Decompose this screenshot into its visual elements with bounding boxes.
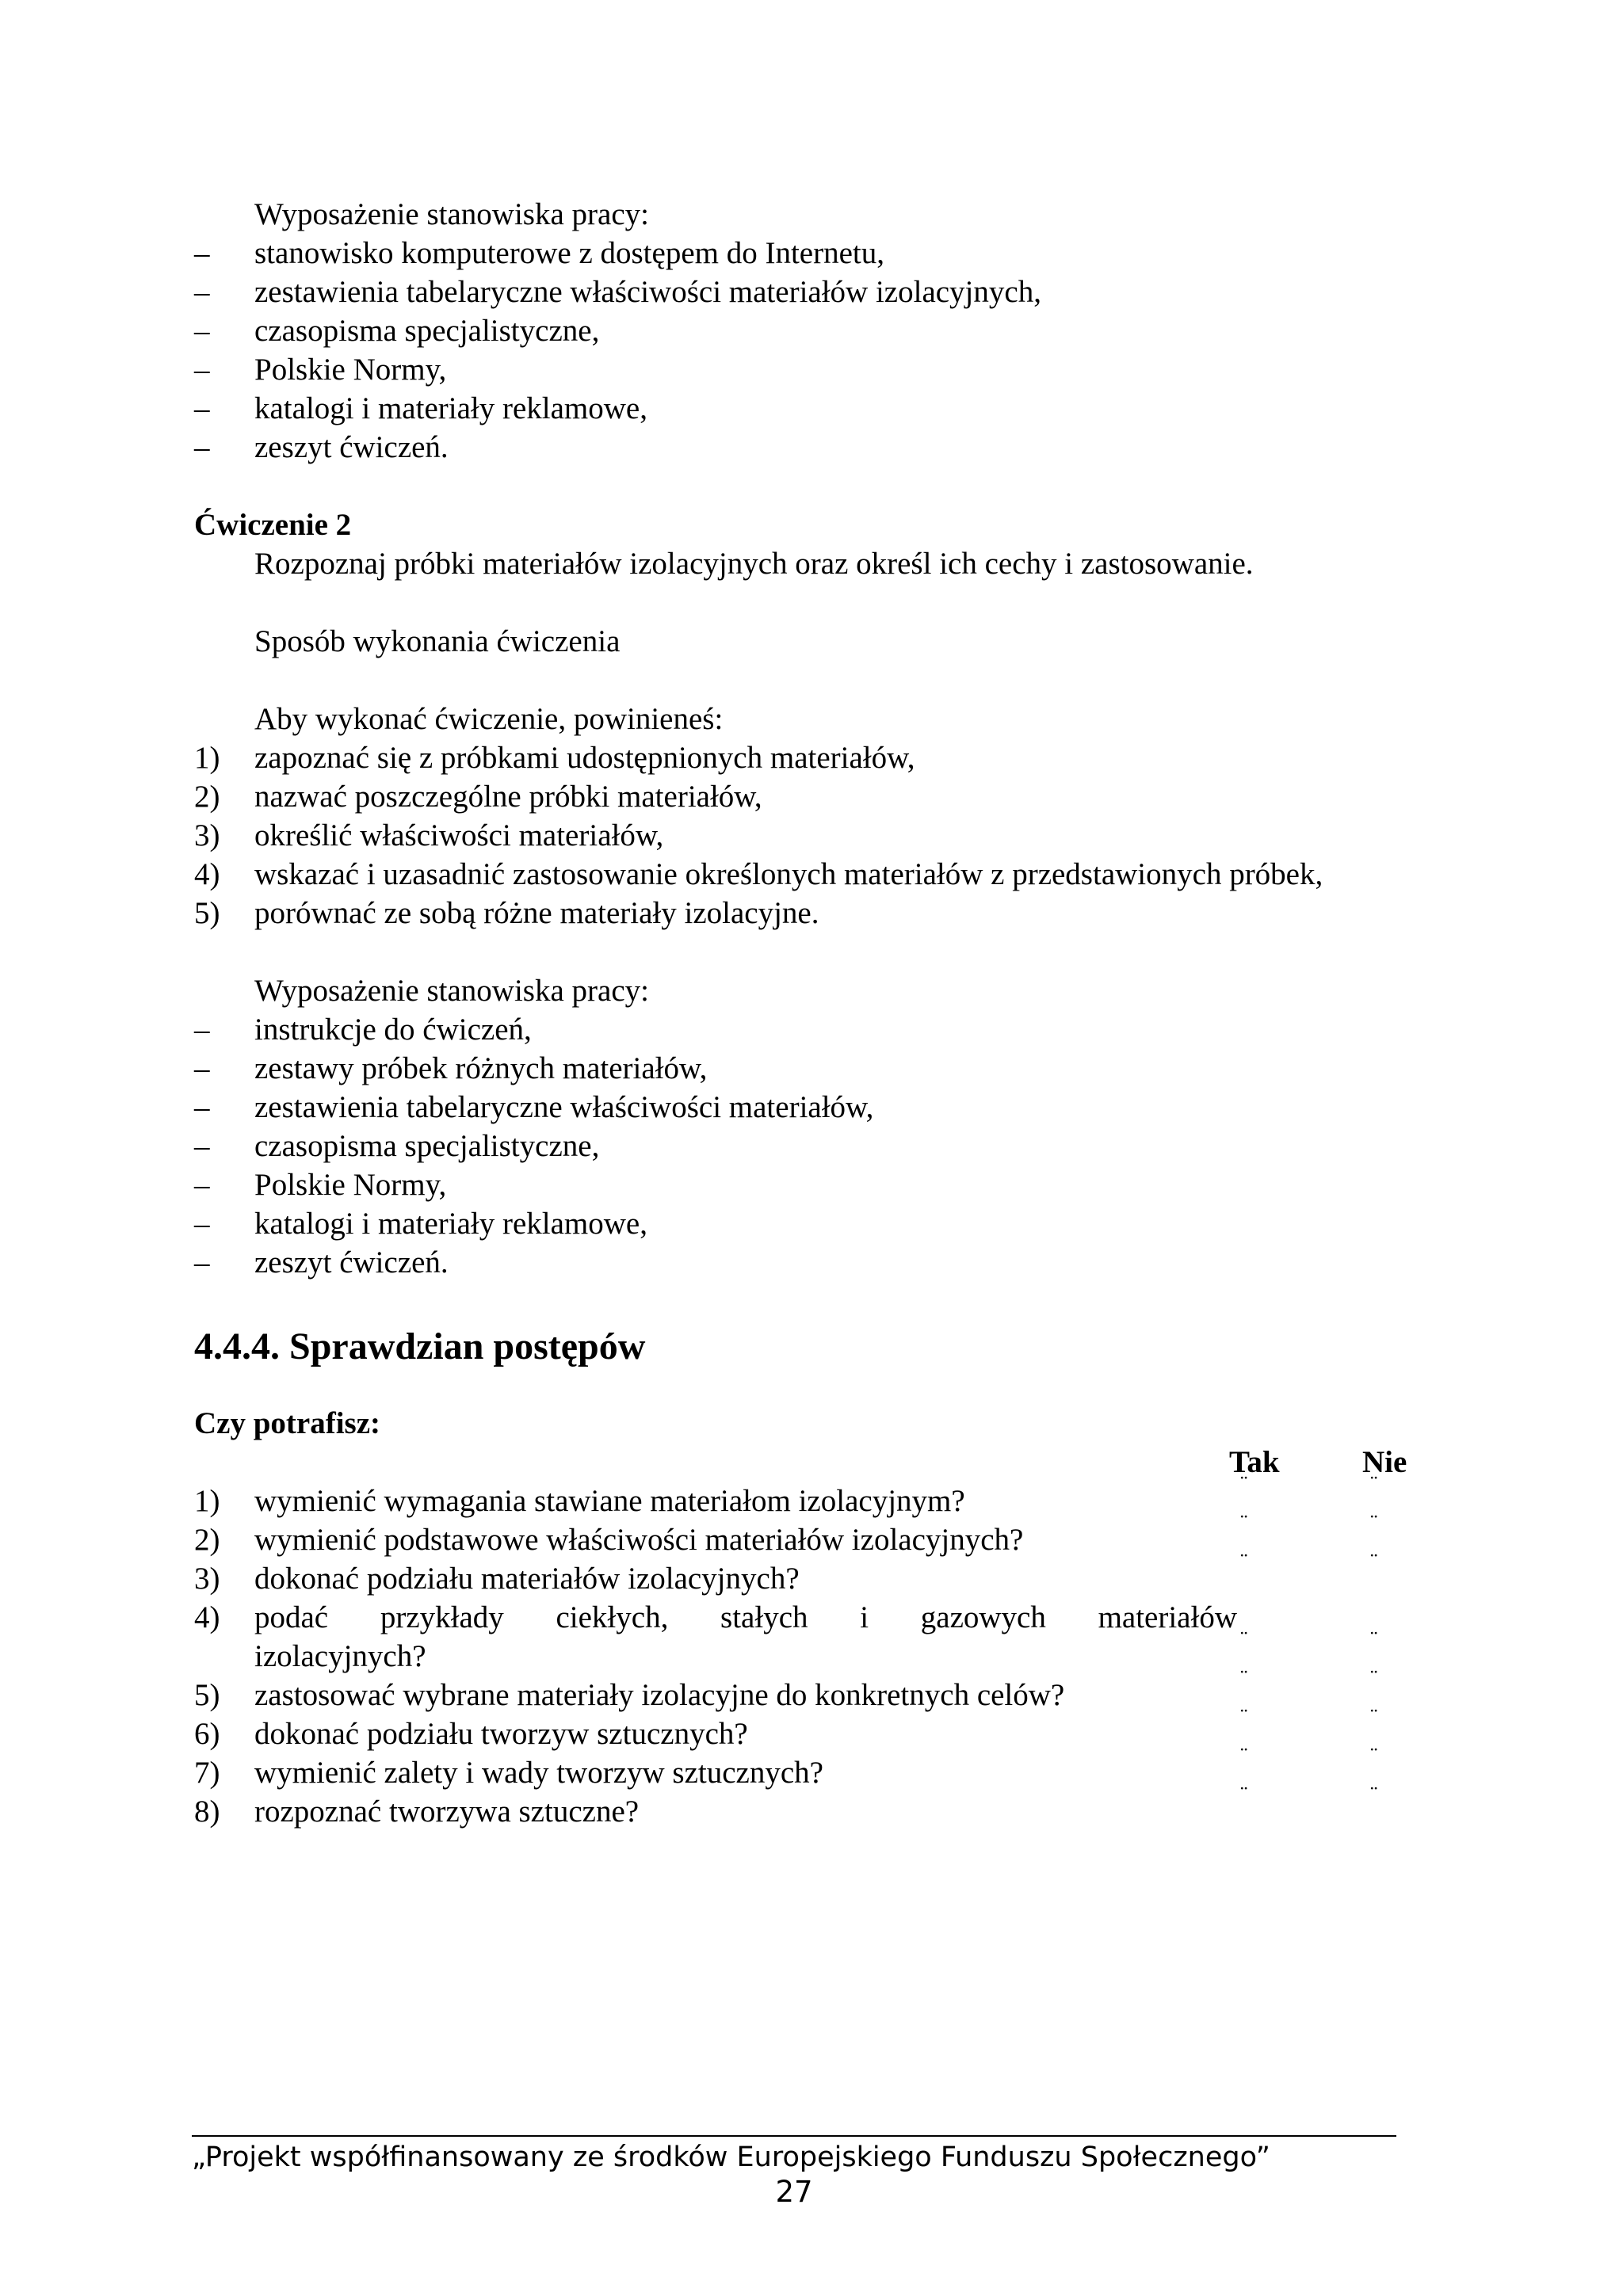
- question-row: [194, 1744, 1399, 1792]
- question-line: wymienić podstawowe właściwości materiałów izolacyjnych?: [254, 1523, 1024, 1557]
- footer-text: „Projekt współfinansowany ze środków Europejskiego Funduszu Społecznego”: [192, 2142, 1270, 2173]
- list-marker: –: [194, 1013, 210, 1047]
- list-marker: –: [194, 1168, 210, 1202]
- list-marker: –: [194, 236, 210, 270]
- question-line: dokonać podziału tworzyw sztucznych?: [254, 1717, 748, 1751]
- question-line: rozpoznać tworzywa sztuczne?: [254, 1794, 640, 1829]
- checkbox-no[interactable]: ¨: [1370, 1627, 1380, 1652]
- checkbox-no[interactable]: ¨: [1370, 1705, 1380, 1730]
- checkbox-yes[interactable]: ¨: [1240, 1627, 1250, 1652]
- equipment-list: [194, 234, 1399, 467]
- list-marker: 1): [194, 741, 220, 775]
- question-line: izolacyjnych?: [254, 1639, 426, 1673]
- checkbox-no[interactable]: ¨: [1370, 1783, 1380, 1807]
- list-item-text: Polskie Normy,: [254, 353, 447, 387]
- list-marker: –: [194, 430, 210, 464]
- list-marker: –: [194, 1207, 210, 1241]
- question-row: [194, 1550, 1399, 1598]
- question-number: 3): [194, 1562, 220, 1596]
- list-marker: –: [194, 1129, 210, 1163]
- exercise-method-heading: Sposób wykonania ćwiczenia: [254, 624, 621, 658]
- step-item: [194, 816, 1399, 855]
- checkbox-yes[interactable]: ¨: [1240, 1511, 1250, 1535]
- question-number: 2): [194, 1523, 220, 1557]
- checkbox-yes[interactable]: ¨: [1240, 1705, 1250, 1730]
- checkbox-no[interactable]: ¨: [1370, 1550, 1380, 1574]
- step-item: [194, 894, 1399, 933]
- list-item-text: zestawienia tabelaryczne właściwości materiałów,: [254, 1090, 874, 1124]
- list-item-text: katalogi i materiały reklamowe,: [254, 1207, 647, 1241]
- equipment-heading-2: Wyposażenie stanowiska pracy:: [254, 974, 649, 1008]
- list-item-text: zestawienia tabelaryczne właściwości materiałów izolacyjnych,: [254, 275, 1041, 309]
- checkbox-no[interactable]: ¨: [1370, 1744, 1380, 1768]
- exercise-steps-list: [194, 738, 1399, 933]
- list-marker: 4): [194, 857, 220, 891]
- equipment-list-2: [194, 1010, 1399, 1282]
- checkbox-yes[interactable]: ¨: [1240, 1744, 1250, 1768]
- list-item-text: porównać ze sobą różne materiały izolacyjne.: [254, 896, 819, 930]
- list-item-text: wskazać i uzasadnić zastosowanie określonych materiałów z przedstawionych próbek,: [254, 857, 1323, 891]
- list-marker: –: [194, 1245, 210, 1280]
- list-item: [194, 234, 1399, 273]
- list-item-text: czasopisma specjalistyczne,: [254, 314, 600, 348]
- checkbox-no[interactable]: ¨: [1370, 1666, 1380, 1691]
- question-line: wymienić zalety i wady tworzyw sztucznych?: [254, 1756, 823, 1790]
- question-row: [194, 1705, 1399, 1753]
- question-number: 7): [194, 1756, 220, 1790]
- self-check-header: [194, 1443, 1407, 1482]
- list-item: [194, 1049, 1399, 1088]
- equipment-heading: Wyposażenie stanowiska pracy:: [254, 197, 649, 231]
- question-row: [194, 1511, 1399, 1559]
- checkbox-yes[interactable]: ¨: [1240, 1783, 1250, 1807]
- list-item-text: zapoznać się z próbkami udostępnionych materiałów,: [254, 741, 915, 775]
- page-number: 27: [775, 2175, 813, 2209]
- page-footer: [192, 2135, 1396, 2210]
- question-number: 5): [194, 1678, 220, 1712]
- question-text: [254, 1792, 1237, 1831]
- question-row: [194, 1783, 1399, 1831]
- list-marker: –: [194, 1090, 210, 1124]
- question-text: [254, 1676, 1237, 1714]
- question-row: [194, 1666, 1399, 1714]
- list-item: [194, 1204, 1399, 1243]
- list-marker: 2): [194, 780, 220, 814]
- checkbox-no[interactable]: ¨: [1370, 1472, 1380, 1497]
- check-prompt: Czy potrafisz:: [194, 1406, 381, 1440]
- question-number: 6): [194, 1717, 220, 1751]
- list-item: [194, 428, 1399, 467]
- question-list: [194, 1472, 1399, 1831]
- exercise-title: Ćwiczenie 2: [194, 508, 352, 542]
- question-number: 8): [194, 1794, 220, 1829]
- question-text: [254, 1714, 1237, 1753]
- question-line: wymienić wymagania stawiane materiałom izolacyjnym?: [254, 1484, 965, 1518]
- exercise-task: Rozpoznaj próbki materiałów izolacyjnych oraz określ ich cechy i zastosowanie.: [254, 547, 1254, 581]
- list-item: [194, 350, 1399, 389]
- checkbox-yes[interactable]: ¨: [1240, 1472, 1250, 1497]
- question-line: dokonać podziału materiałów izolacyjnych?: [254, 1562, 800, 1596]
- list-item: [194, 1127, 1399, 1165]
- list-marker: –: [194, 353, 210, 387]
- checkbox-yes[interactable]: ¨: [1240, 1550, 1250, 1574]
- list-marker: –: [194, 1051, 210, 1085]
- step-item: [194, 855, 1399, 894]
- checkbox-no[interactable]: ¨: [1370, 1511, 1380, 1535]
- list-item: [194, 1088, 1399, 1127]
- list-item-text: zeszyt ćwiczeń.: [254, 1245, 449, 1280]
- question-row: [194, 1598, 1399, 1676]
- self-check-table: [194, 1443, 1407, 1831]
- list-item-text: Polskie Normy,: [254, 1168, 447, 1202]
- question-text: [254, 1482, 1237, 1520]
- step-item: [194, 738, 1399, 777]
- list-item-text: stanowisko komputerowe z dostępem do Internetu,: [254, 236, 884, 270]
- question-number: 1): [194, 1484, 220, 1518]
- list-item: [194, 1243, 1399, 1282]
- question-row: [194, 1472, 1399, 1520]
- list-item: [194, 389, 1399, 428]
- list-marker: 3): [194, 818, 220, 852]
- question-text: [254, 1559, 1237, 1598]
- list-marker: –: [194, 391, 210, 425]
- list-item-text: określić właściwości materiałów,: [254, 818, 664, 852]
- column-no-label: Nie: [1362, 1445, 1407, 1479]
- checkbox-yes[interactable]: ¨: [1240, 1666, 1250, 1691]
- question-text: [254, 1598, 1237, 1676]
- step-item: [194, 777, 1399, 816]
- section-heading: 4.4.4. Sprawdzian postępów: [194, 1325, 646, 1367]
- list-item-text: katalogi i materiały reklamowe,: [254, 391, 647, 425]
- question-line: podać przykłady ciekłych, stałych i gazowych materiałów: [254, 1600, 1237, 1634]
- page-content: [194, 195, 1407, 1831]
- question-text: [254, 1520, 1237, 1559]
- question-text: [254, 1753, 1237, 1792]
- list-item: [194, 1165, 1399, 1204]
- list-item: [194, 1010, 1399, 1049]
- list-marker: 5): [194, 896, 220, 930]
- list-item-text: zeszyt ćwiczeń.: [254, 430, 449, 464]
- list-item-text: instrukcje do ćwiczeń,: [254, 1013, 532, 1047]
- list-marker: –: [194, 275, 210, 309]
- question-line: zastosować wybrane materiały izolacyjne do konkretnych celów?: [254, 1678, 1065, 1712]
- list-item: [194, 273, 1399, 311]
- list-item-text: nazwać poszczególne próbki materiałów,: [254, 780, 762, 814]
- exercise-steps-intro: Aby wykonać ćwiczenie, powinieneś:: [254, 702, 724, 736]
- list-item-text: czasopisma specjalistyczne,: [254, 1129, 600, 1163]
- list-item: [194, 311, 1399, 350]
- footer-rule: [192, 2135, 1396, 2137]
- column-yes-label: Tak: [1229, 1445, 1280, 1479]
- question-number: 4): [194, 1600, 220, 1634]
- list-item-text: zestawy próbek różnych materiałów,: [254, 1051, 708, 1085]
- list-marker: –: [194, 314, 210, 348]
